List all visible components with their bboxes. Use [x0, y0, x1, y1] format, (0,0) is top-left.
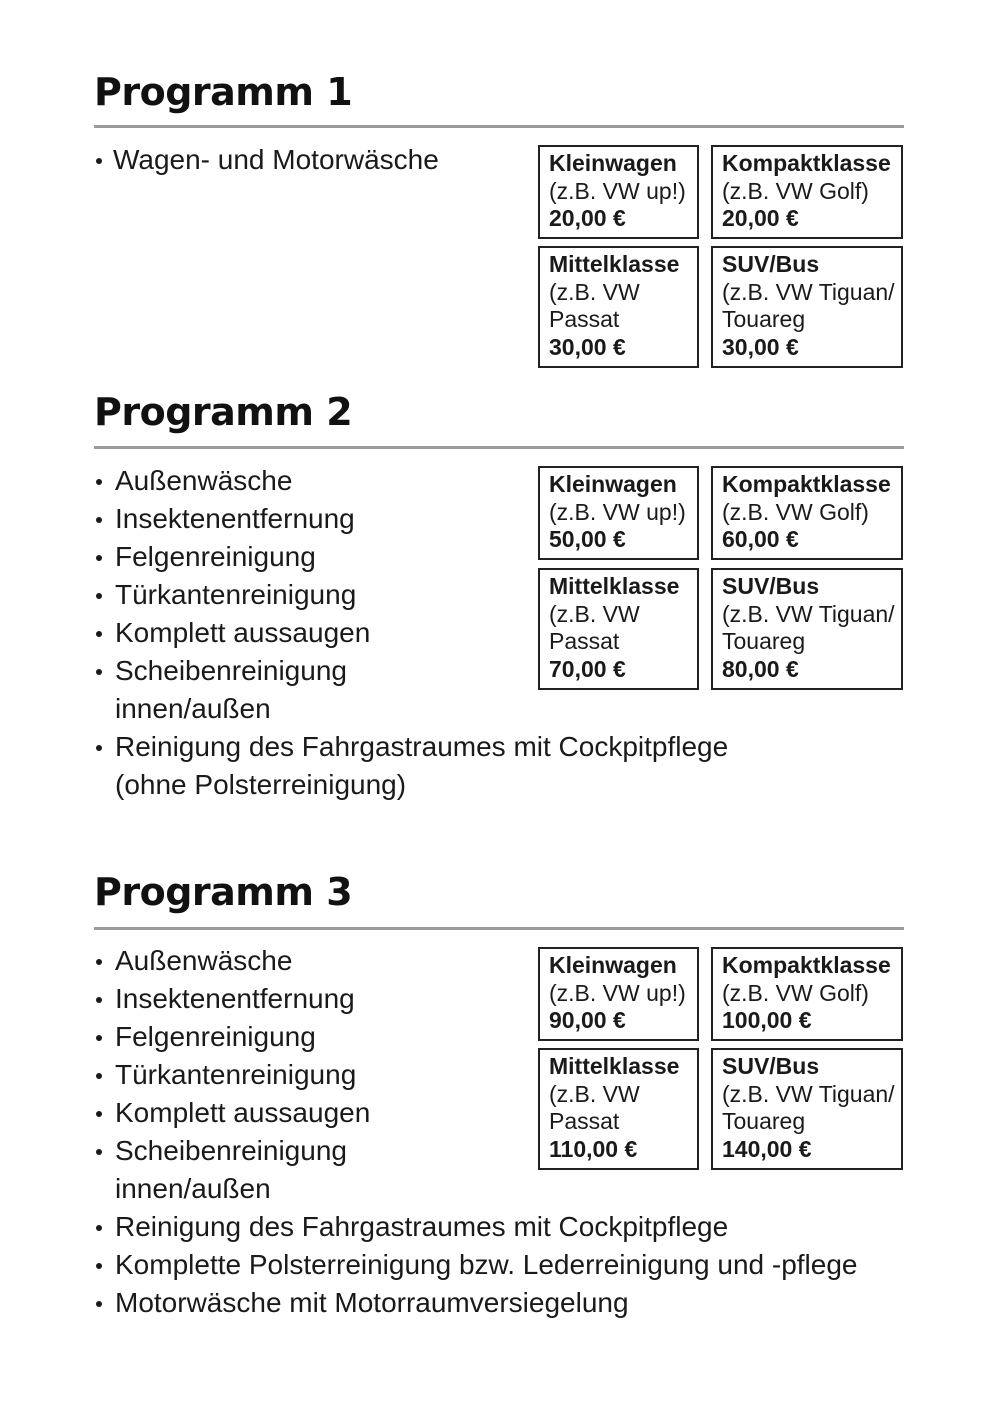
bullet-icon — [96, 1111, 102, 1117]
price-value: 20,00 € — [722, 205, 799, 231]
vehicle-example: (z.B. VW — [549, 600, 640, 627]
vehicle-example: (z.B. VW — [549, 1080, 640, 1107]
vehicle-example: (z.B. VW Golf) — [722, 498, 869, 525]
vehicle-class: Kompaktklasse — [722, 471, 891, 497]
vehicle-example: (z.B. VW up!) — [549, 498, 686, 525]
service-item-text: Scheibenreinigung innen/außen — [115, 1135, 347, 1204]
service-item-text: Felgenreinigung — [115, 1021, 316, 1052]
service-item-text: Außenwäsche — [115, 945, 293, 976]
service-item — [94, 1246, 857, 1284]
vehicle-example: (z.B. VW Golf) — [722, 979, 869, 1006]
service-item-text: Motorwäsche mit Motorraumversiegelung — [115, 1287, 629, 1318]
service-item-text: Scheibenreinigung innen/außen — [115, 655, 347, 724]
vehicle-class: Mittelklasse — [549, 251, 680, 277]
section-divider — [94, 125, 904, 128]
price-value: 80,00 € — [722, 655, 799, 682]
service-item-text: Komplette Polsterreinigung bzw. Lederreinigung und -pflege — [115, 1249, 858, 1280]
service-item-text: Außenwäsche — [115, 465, 293, 496]
price-box-mittelklasse — [538, 568, 699, 690]
service-item — [94, 1208, 857, 1246]
service-item — [94, 1284, 857, 1322]
vehicle-example: (z.B. VW Golf) — [722, 177, 869, 204]
section-divider — [94, 927, 904, 930]
bullet-icon — [96, 997, 102, 1003]
price-box-kleinwagen — [538, 947, 699, 1041]
bullet-icon — [96, 959, 102, 965]
vehicle-example: (z.B. VW Tiguan/ — [722, 1080, 895, 1107]
vehicle-example: Touareg — [722, 628, 806, 654]
bullet-icon — [96, 1073, 102, 1079]
service-item-text: Komplett aussaugen — [115, 1097, 371, 1128]
service-item-text: Reinigung des Fahrgastraumes mit Cockpitpflege (ohne Polsterreinigung) — [115, 731, 729, 800]
price-box-kleinwagen — [538, 466, 699, 560]
bullet-icon — [96, 593, 102, 599]
bullet-icon — [96, 745, 102, 751]
price-box-suv-bus — [711, 568, 903, 690]
vehicle-example: Passat — [549, 628, 620, 654]
price-box-kleinwagen — [538, 145, 699, 239]
vehicle-class: Kompaktklasse — [722, 952, 891, 978]
price-value: 30,00 € — [549, 333, 626, 360]
bullet-icon — [96, 158, 102, 164]
bullet-icon — [96, 517, 102, 523]
vehicle-example: (z.B. VW Tiguan/ — [722, 600, 895, 627]
vehicle-example: (z.B. VW — [549, 278, 640, 305]
section-divider — [94, 446, 904, 449]
price-box-kompaktklasse — [711, 466, 903, 560]
vehicle-class: SUV/Bus — [722, 251, 820, 277]
vehicle-class: Kleinwagen — [549, 471, 677, 497]
price-value: 90,00 € — [549, 1007, 626, 1033]
vehicle-example: Passat — [549, 306, 620, 332]
price-box-mittelklasse — [538, 246, 699, 368]
vehicle-example: (z.B. VW up!) — [549, 177, 686, 204]
price-box-kompaktklasse — [711, 145, 903, 239]
program-title: Programm 3 — [94, 870, 353, 914]
program-title: Programm 2 — [94, 390, 353, 434]
vehicle-class: SUV/Bus — [722, 573, 820, 599]
vehicle-class: Mittelklasse — [549, 1053, 680, 1079]
bullet-icon — [96, 1225, 102, 1231]
price-value: 70,00 € — [549, 655, 626, 682]
bullet-icon — [96, 1149, 102, 1155]
service-item-text: Felgenreinigung — [115, 541, 316, 572]
price-box-suv-bus — [711, 1048, 903, 1170]
vehicle-class: Kleinwagen — [549, 952, 677, 978]
vehicle-example: (z.B. VW Tiguan/ — [722, 278, 895, 305]
vehicle-class: Mittelklasse — [549, 573, 680, 599]
bullet-icon — [96, 631, 102, 637]
price-value: 100,00 € — [722, 1007, 812, 1033]
vehicle-class: Kleinwagen — [549, 150, 677, 176]
service-item-text: Reinigung des Fahrgastraumes mit Cockpitpflege — [115, 1211, 729, 1242]
vehicle-example: Passat — [549, 1108, 620, 1134]
vehicle-class: SUV/Bus — [722, 1053, 820, 1079]
bullet-icon — [96, 1301, 102, 1307]
service-item — [94, 141, 439, 179]
vehicle-example: (z.B. VW up!) — [549, 979, 686, 1006]
service-item-text: Türkantenreinigung — [115, 579, 357, 610]
service-item-text: Türkantenreinigung — [115, 1059, 357, 1090]
price-box-suv-bus — [711, 246, 903, 368]
service-item-text: Komplett aussaugen — [115, 617, 371, 648]
price-box-mittelklasse — [538, 1048, 699, 1170]
price-value: 20,00 € — [549, 205, 626, 231]
price-value: 50,00 € — [549, 526, 626, 552]
service-list — [94, 141, 439, 179]
vehicle-example: Touareg — [722, 306, 806, 332]
vehicle-class: Kompaktklasse — [722, 150, 891, 176]
price-value: 110,00 € — [549, 1135, 638, 1162]
program-title: Programm 1 — [94, 70, 353, 114]
price-value: 140,00 € — [722, 1135, 812, 1162]
bullet-icon — [96, 1263, 102, 1269]
service-item — [94, 728, 728, 804]
price-value: 30,00 € — [722, 333, 799, 360]
bullet-icon — [96, 555, 102, 561]
price-box-kompaktklasse — [711, 947, 903, 1041]
service-item-text: Wagen- und Motorwäsche — [113, 144, 439, 175]
bullet-icon — [96, 1035, 102, 1041]
service-item-text: Insektenentfernung — [115, 983, 355, 1014]
service-item-text: Insektenentfernung — [115, 503, 355, 534]
bullet-icon — [96, 479, 102, 485]
bullet-icon — [96, 669, 102, 675]
vehicle-example: Touareg — [722, 1108, 806, 1134]
price-value: 60,00 € — [722, 526, 799, 552]
